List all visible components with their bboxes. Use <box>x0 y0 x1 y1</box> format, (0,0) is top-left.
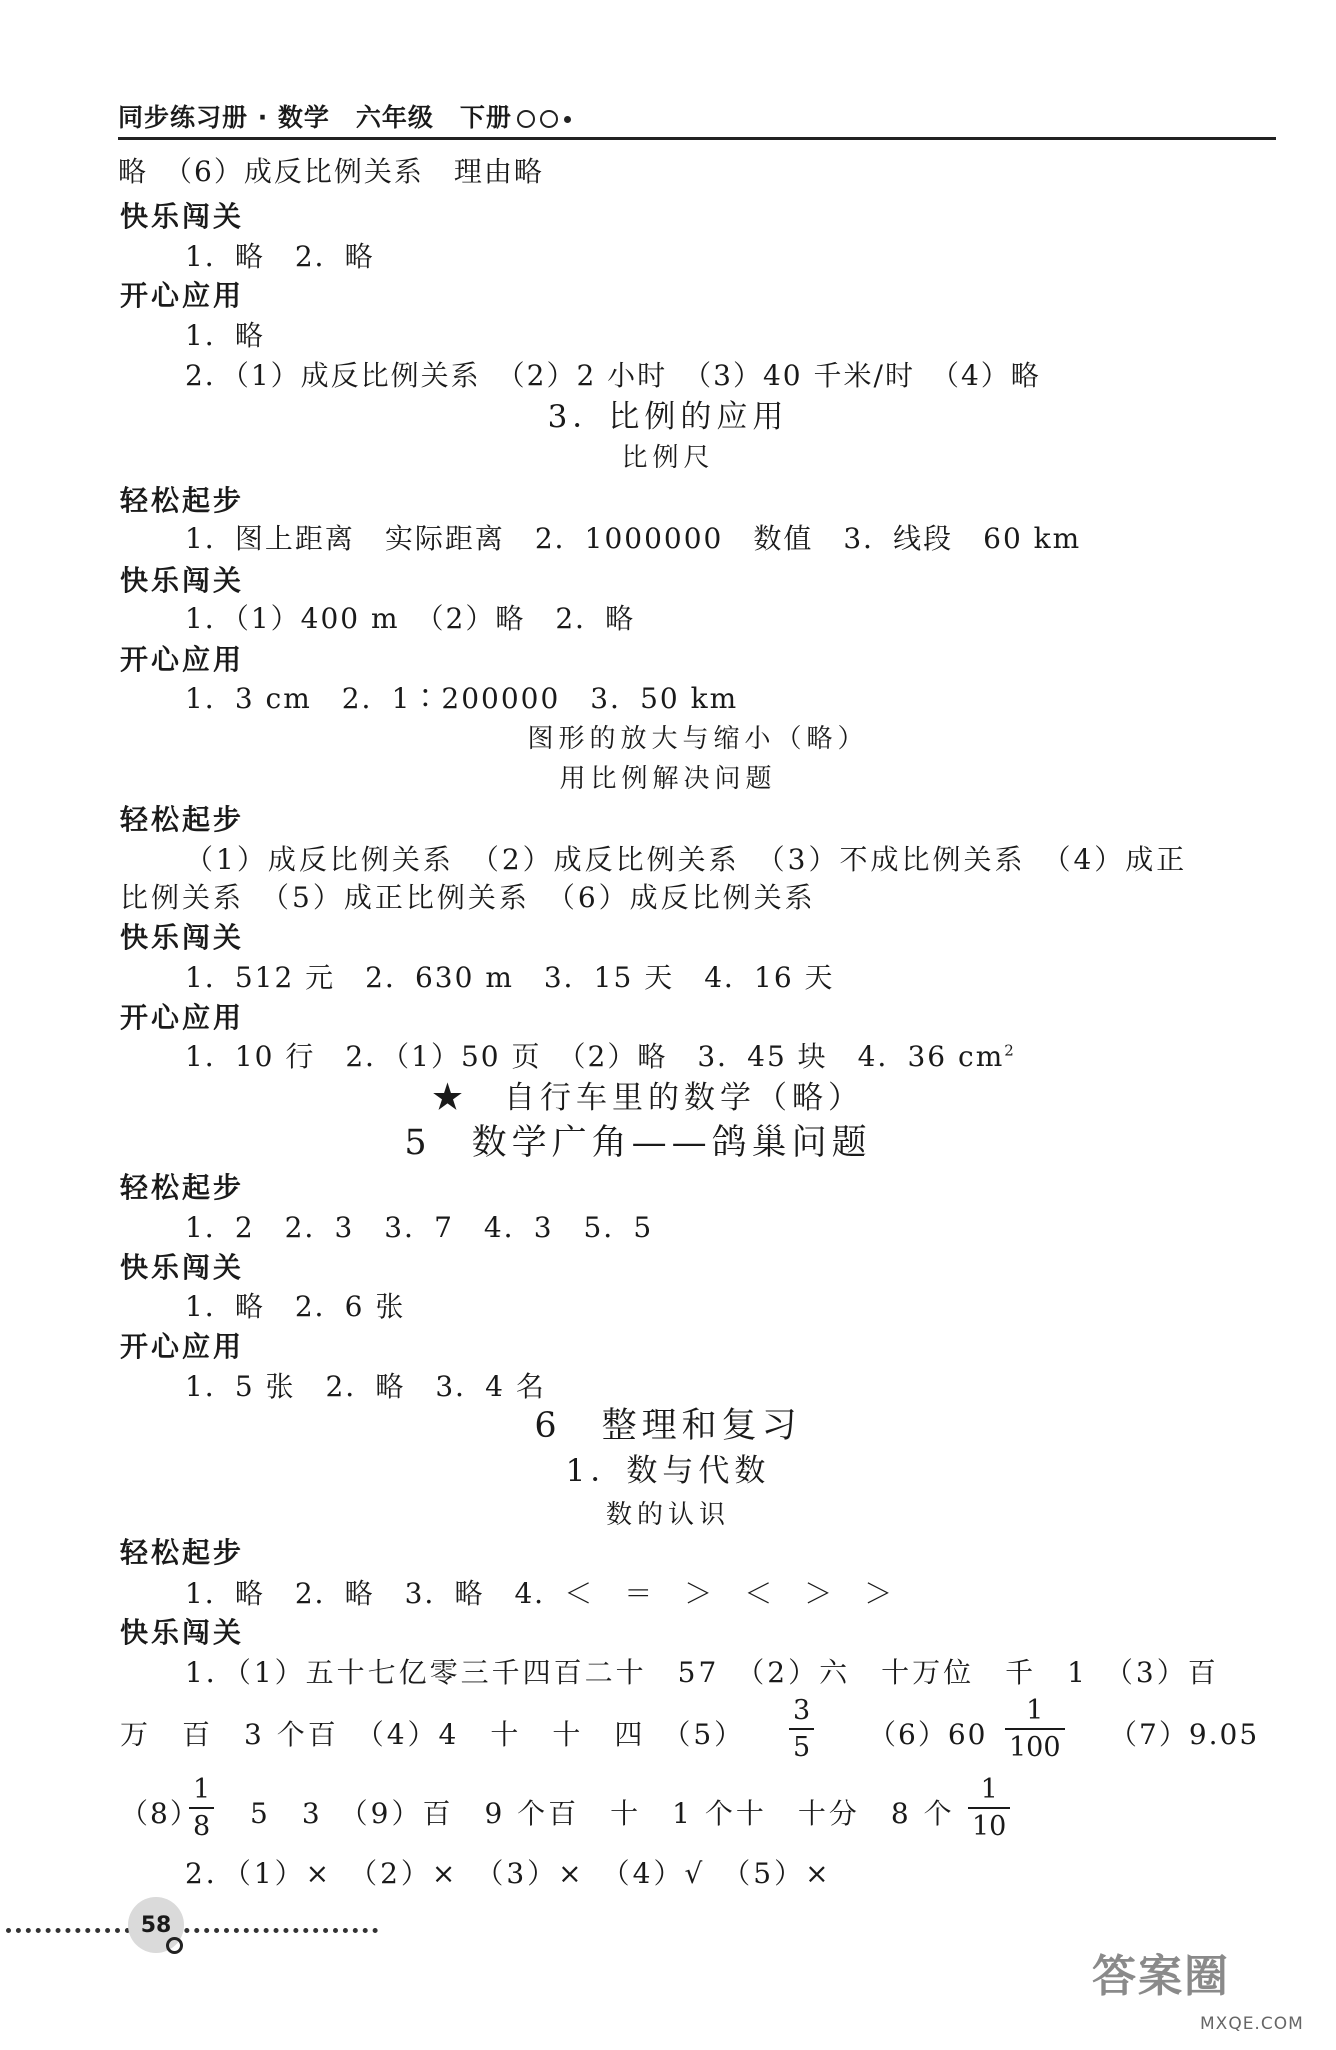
numerator: 3 <box>793 1695 811 1726</box>
answer-text: 1．10 行 2．（1）50 页 （2）略 3．45 块 4．36 cm <box>185 1040 1005 1073</box>
lesson-title: 1．数与代数 <box>565 1453 771 1489</box>
lesson-title: 3．比例的应用 <box>547 399 789 435</box>
section-heading: 开心应用 <box>120 1001 245 1034</box>
answer-line: 1．略 <box>185 319 265 352</box>
numerator: 1 <box>1026 1695 1044 1726</box>
subsection-title: 数的认识 <box>605 1500 730 1530</box>
denominator: 10 <box>968 1807 1010 1840</box>
running-header <box>118 98 571 134</box>
answer-line: 1．2 2．3 3．7 4．3 5．5 <box>185 1211 654 1244</box>
answer-line: 万 百 3 个百 （4）4 十 十 四 （5） <box>120 1718 746 1751</box>
fraction <box>789 1697 814 1761</box>
section-heading: 快乐闯关 <box>120 921 245 954</box>
answer-line <box>185 1040 1016 1073</box>
answer-line: 1．略 2．略 <box>185 240 375 273</box>
answer-line: 1．图上距离 实际距离 2．1000000 数值 3．线段 60 km <box>185 522 1082 555</box>
denominator: 5 <box>789 1728 814 1761</box>
answer-line: 1．5 张 2．略 3．4 名 <box>185 1370 546 1403</box>
answer-line: （8） <box>120 1797 200 1830</box>
superscript: 2 <box>1004 1041 1016 1060</box>
answer-line: 1．略 2．略 3．略 4．＜ ＝ ＞ ＜ ＞ ＞ <box>185 1577 895 1610</box>
section-heading: 轻松起步 <box>120 1536 245 1569</box>
section-heading: 轻松起步 <box>120 1171 245 1204</box>
circle-icon <box>166 1937 183 1954</box>
answer-line: 1．（1）五十七亿零三千四百二十 57 （2）六 十万位 千 1 （3）百 <box>185 1656 1219 1689</box>
fraction <box>189 1776 214 1840</box>
subsection-title: 图形的放大与缩小（略） <box>527 724 869 754</box>
answer-line: 1．512 元 2．630 m 3．15 天 4．16 天 <box>185 961 835 994</box>
section-heading: 轻松起步 <box>120 484 245 517</box>
answer-line: （6）60 <box>868 1718 988 1751</box>
answer-line: 2．（1）× （2）× （3）× （4）√ （5）× <box>185 1857 832 1890</box>
answer-line: （1）成反比例关系 （2）成反比例关系 （3）不成比例关系 （4）成正 <box>185 843 1188 876</box>
answer-line: 比例关系 （5）成正比例关系 （6）成反比例关系 <box>120 881 816 914</box>
unit-title: 6 整理和复习 <box>534 1406 802 1446</box>
watermark-logo: 答案圈 <box>1092 1951 1230 2002</box>
answer-line: （7）9.05 <box>1109 1718 1260 1751</box>
section-heading: 快乐闯关 <box>120 200 245 233</box>
section-heading: 开心应用 <box>120 1330 245 1363</box>
section-heading: 轻松起步 <box>120 803 245 836</box>
answer-line: 5 3 （9）百 9 个百 十 1 个十 十分 8 个 <box>250 1797 955 1830</box>
section-heading: 快乐闯关 <box>120 564 245 597</box>
fraction <box>1005 1697 1065 1761</box>
unit-title: 5 数学广角——鸽巢问题 <box>404 1123 872 1163</box>
subsection-title: 用比例解决问题 <box>559 764 777 794</box>
section-heading: 开心应用 <box>120 643 245 676</box>
circle-icon <box>517 110 535 128</box>
denominator: 100 <box>1005 1728 1065 1761</box>
footer-dotted-rule <box>6 1928 378 1933</box>
answer-line: 略 （6）成反比例关系 理由略 <box>118 155 544 188</box>
page-number: 58 <box>128 1897 184 1953</box>
answer-line: 2．（1）成反比例关系 （2）2 小时 （3）40 千米/时 （4）略 <box>185 359 1041 392</box>
watermark-url: MXQE.COM <box>1200 2014 1304 2034</box>
circle-icon <box>540 110 558 128</box>
answer-line: 1．3 cm 2．1∶200000 3．50 km <box>185 682 739 715</box>
numerator: 1 <box>193 1774 211 1805</box>
section-heading: 开心应用 <box>120 279 245 312</box>
lesson-title: ★ 自行车里的数学（略） <box>432 1080 864 1116</box>
dot-icon <box>564 116 571 123</box>
section-heading: 快乐闯关 <box>120 1616 245 1649</box>
header-title: 同步练习册 · 数学 六年级 下册 <box>118 103 512 132</box>
subsection-title: 比例尺 <box>621 443 715 473</box>
answer-line: 1．略 2．6 张 <box>185 1290 406 1323</box>
numerator: 1 <box>980 1774 998 1805</box>
fraction <box>968 1776 1010 1840</box>
answer-line: 1．（1）400 m （2）略 2．略 <box>185 602 636 635</box>
denominator: 8 <box>189 1807 214 1840</box>
header-rule <box>118 137 1276 140</box>
section-heading: 快乐闯关 <box>120 1251 245 1284</box>
